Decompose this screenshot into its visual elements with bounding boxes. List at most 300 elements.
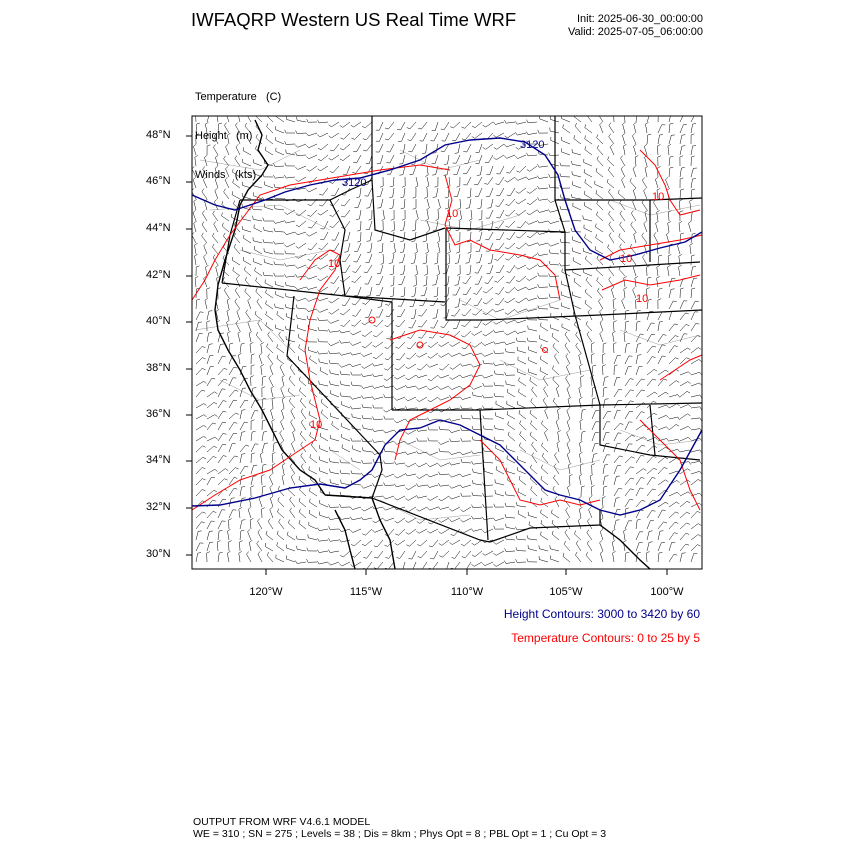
wind-barb <box>554 453 559 464</box>
lat-label: 32°N <box>146 501 171 513</box>
wind-barb <box>506 276 515 283</box>
temperature-label: 10 <box>620 253 633 265</box>
wind-barb <box>669 113 675 122</box>
wind-barb <box>539 545 548 551</box>
wind-barb <box>494 382 504 386</box>
wind-barb <box>295 561 306 564</box>
wind-barb <box>251 444 258 452</box>
wind-barb <box>331 243 339 251</box>
wind-barb <box>468 243 471 253</box>
wind-barb <box>581 486 585 496</box>
wind-barb <box>207 321 210 331</box>
wind-barb <box>394 419 405 423</box>
wind-barb <box>258 529 262 540</box>
wind-barb <box>281 419 285 430</box>
wind-barb <box>666 177 670 188</box>
wind-barb <box>362 447 372 452</box>
wind-barb <box>329 309 339 314</box>
wind-barb <box>515 121 526 124</box>
wind-barb <box>217 541 220 552</box>
wind-barb <box>306 133 317 136</box>
wind-barb <box>691 553 697 562</box>
wind-barb <box>377 265 383 274</box>
wind-barb <box>636 455 644 463</box>
wind-barb <box>306 188 317 192</box>
wind-barb <box>527 166 537 171</box>
wind-barb <box>460 518 471 522</box>
wind-barb <box>432 276 438 285</box>
wind-barb <box>284 243 295 247</box>
wind-barb <box>408 133 416 141</box>
wind-barb <box>416 463 427 467</box>
wind-barb <box>579 353 582 364</box>
wind-barb <box>276 126 284 133</box>
wind-barb <box>391 221 394 231</box>
wind-barb <box>625 457 635 463</box>
wind-barb <box>433 309 438 318</box>
wind-barb <box>234 233 240 243</box>
wind-barb <box>439 364 449 370</box>
wind-barb <box>437 265 440 276</box>
wind-barb <box>277 531 284 540</box>
wind-barb <box>614 466 621 474</box>
wind-barb <box>394 496 405 500</box>
wind-barb <box>690 243 693 254</box>
wind-barb <box>340 393 350 397</box>
wind-barb <box>506 221 516 227</box>
wind-barb <box>439 426 449 430</box>
wind-barb <box>416 451 427 454</box>
wind-barb <box>680 178 683 188</box>
wind-barb <box>218 499 226 507</box>
wind-barb <box>625 411 633 419</box>
wind-barb <box>415 265 418 276</box>
wind-barb <box>527 276 538 281</box>
wind-barb <box>505 298 515 303</box>
wind-barb <box>284 232 295 235</box>
wind-barb <box>483 287 493 293</box>
wind-barb <box>229 413 239 419</box>
wind-barb <box>658 134 663 144</box>
wind-barb <box>372 439 383 442</box>
wind-barb <box>385 133 394 140</box>
lat-label: 44°N <box>146 222 171 234</box>
wind-barb <box>222 223 229 232</box>
wind-barb <box>406 507 416 512</box>
wind-barb <box>352 458 361 463</box>
wind-barb <box>647 346 656 353</box>
wind-barb <box>285 130 295 133</box>
wind-barb <box>341 210 350 217</box>
wind-barb <box>579 507 582 518</box>
wind-barb <box>317 309 328 312</box>
wind-barb <box>207 378 215 386</box>
wind-barb <box>342 434 350 441</box>
wind-barb <box>575 552 581 562</box>
wind-barb <box>691 156 695 166</box>
wind-barb <box>320 367 328 375</box>
wind-barb <box>207 367 214 375</box>
wind-barb <box>425 166 428 177</box>
wind-barb <box>567 441 570 452</box>
wind-barb <box>232 257 240 265</box>
wind-barb <box>306 298 317 301</box>
wind-barb <box>631 222 636 232</box>
wind-barb <box>483 406 494 409</box>
wind-barb <box>340 122 350 127</box>
wind-barb <box>300 487 307 496</box>
wind-barb <box>572 161 582 166</box>
wind-barb <box>656 221 659 232</box>
wind-barb <box>217 111 220 122</box>
wind-barb <box>493 341 504 344</box>
wind-barb <box>587 112 593 122</box>
wind-barb <box>429 540 438 547</box>
wind-barb <box>550 304 559 309</box>
wind-barb <box>395 518 405 523</box>
wind-barb <box>384 461 395 464</box>
temperature-contour-legend: Temperature Contours: 0 to 25 by 5 <box>511 631 700 645</box>
wind-barb <box>614 377 620 386</box>
wind-barb <box>647 277 651 287</box>
wind-barb <box>218 422 226 430</box>
wind-barb <box>614 423 623 430</box>
wind-barb <box>438 397 449 400</box>
wind-barb <box>658 345 666 353</box>
wind-barb <box>218 368 227 375</box>
wind-barb <box>386 144 394 152</box>
wind-barb <box>236 144 240 155</box>
wind-barb <box>625 310 629 320</box>
wind-barb <box>449 507 460 511</box>
wind-barb <box>331 188 339 196</box>
wind-barb <box>224 189 229 199</box>
wind-barb <box>332 232 339 240</box>
wind-barb <box>405 441 416 444</box>
wind-barb <box>248 529 251 540</box>
wind-barb <box>613 551 616 562</box>
wind-barb <box>437 243 440 254</box>
wind-barb <box>196 512 206 518</box>
wind-barb <box>361 485 372 488</box>
wind-barb <box>398 276 405 284</box>
wind-barb <box>691 312 698 320</box>
wind-barb <box>317 298 328 301</box>
wind-barb <box>603 422 610 430</box>
wind-barb <box>585 146 592 155</box>
wind-barb <box>202 211 207 222</box>
wind-barb <box>245 288 251 298</box>
wind-barb <box>518 401 526 408</box>
wind-barb <box>218 344 224 353</box>
wind-barb <box>505 254 515 260</box>
wind-barb <box>394 474 405 478</box>
wind-barb <box>207 288 210 298</box>
wind-barb <box>543 376 548 386</box>
wind-barb <box>266 311 273 320</box>
wind-barb <box>518 456 526 463</box>
wind-barb <box>434 287 438 297</box>
wind-barb <box>571 194 581 199</box>
wind-barb <box>507 188 515 196</box>
wind-barb <box>258 320 262 331</box>
wind-barb <box>460 474 471 477</box>
wind-barb <box>614 433 621 441</box>
wind-barb <box>307 316 317 320</box>
wind-barb <box>281 386 284 397</box>
wind-barb <box>240 466 248 474</box>
wind-barb <box>691 114 699 122</box>
wind-barb <box>552 531 559 540</box>
wind-barb <box>213 211 218 221</box>
wind-barb <box>566 508 570 519</box>
wind-barb <box>328 538 339 541</box>
wind-barb <box>528 369 537 375</box>
wind-barb <box>389 254 394 264</box>
wind-barb <box>376 276 383 284</box>
wind-barb <box>493 122 504 125</box>
wind-barb <box>540 335 548 342</box>
wind-barb <box>427 529 438 533</box>
wind-barb <box>301 420 306 430</box>
temperature-label: 10 <box>310 419 323 431</box>
wind-barb <box>406 518 417 523</box>
wind-barb <box>482 375 493 378</box>
wind-barb <box>691 535 701 541</box>
wind-barb <box>317 265 328 269</box>
wind-barb <box>277 114 284 123</box>
wind-barb <box>353 265 362 272</box>
wind-barb <box>691 372 702 375</box>
wind-barb <box>350 396 361 399</box>
wind-barb <box>680 334 687 342</box>
wind-barb <box>449 452 460 455</box>
wind-barb <box>516 232 526 238</box>
wind-barb <box>357 232 361 242</box>
wind-barb <box>427 507 438 510</box>
wind-barb <box>581 431 586 441</box>
wind-barb <box>625 478 634 485</box>
wind-barb <box>271 386 274 397</box>
wind-barb <box>515 331 526 334</box>
wind-barb <box>456 221 460 231</box>
wind-barb <box>527 232 537 238</box>
wind-barb <box>272 397 275 408</box>
wind-barb <box>237 309 240 320</box>
wind-barb <box>196 312 204 320</box>
wind-barb <box>218 479 228 485</box>
wind-barb <box>680 544 689 551</box>
wind-barb <box>227 551 230 562</box>
wind-barb <box>319 359 328 365</box>
wind-barb <box>372 494 383 497</box>
wind-barb <box>288 520 295 529</box>
wind-barb <box>433 221 438 231</box>
wind-barb <box>373 353 383 359</box>
wind-barb <box>460 452 471 455</box>
wind-barb <box>600 529 603 540</box>
wind-barb <box>484 468 493 474</box>
wind-barb <box>400 243 405 253</box>
wind-barb <box>691 418 702 421</box>
wind-barb <box>644 221 647 232</box>
wind-barb <box>192 166 196 177</box>
wind-barb <box>552 510 560 518</box>
wind-barb <box>669 336 679 343</box>
wind-barb <box>373 342 383 347</box>
wind-barb <box>296 536 306 540</box>
wind-barb <box>680 426 691 430</box>
wind-barb <box>527 210 537 215</box>
wind-barb <box>669 458 679 463</box>
wind-barb <box>363 562 372 569</box>
wind-barb <box>669 492 680 496</box>
wind-barb <box>460 397 471 400</box>
wind-barb <box>516 547 526 551</box>
wind-barb <box>592 444 599 453</box>
wind-barb <box>352 414 361 420</box>
wind-barb <box>544 387 549 398</box>
wind-barb <box>496 466 504 474</box>
wind-barb <box>418 122 427 129</box>
wind-barb <box>488 254 493 264</box>
wind-barb <box>295 232 306 235</box>
wind-barb <box>307 210 317 216</box>
wind-barb <box>418 551 427 558</box>
wind-barb <box>308 347 317 353</box>
wind-barb <box>636 344 641 354</box>
wind-barb <box>425 243 428 254</box>
wind-barb <box>376 144 383 152</box>
wind-barb <box>563 124 570 133</box>
wind-barb <box>657 276 660 287</box>
wind-barb <box>549 261 559 265</box>
wind-barb <box>262 387 265 397</box>
wind-barb <box>528 326 537 331</box>
wind-barb <box>396 353 405 360</box>
wind-barb <box>361 507 372 511</box>
wind-barb <box>611 287 614 298</box>
wind-barb <box>218 401 227 408</box>
wind-barb <box>680 114 687 122</box>
wind-barb <box>279 332 284 342</box>
wind-barb <box>482 551 493 555</box>
wind-barb <box>340 551 350 557</box>
wind-barb <box>567 408 570 419</box>
wind-barb <box>366 199 372 208</box>
wind-barb <box>472 540 482 545</box>
wind-barb <box>507 265 516 272</box>
wind-barb <box>669 156 673 166</box>
wind-barb <box>203 166 207 177</box>
wind-barb <box>418 309 427 316</box>
wind-barb <box>658 392 668 397</box>
wind-barb <box>240 432 245 441</box>
wind-barb <box>377 232 383 241</box>
wind-barb <box>462 309 471 316</box>
wind-barb <box>464 155 471 164</box>
wind-barb <box>320 500 328 507</box>
wind-barb <box>691 479 701 485</box>
wind-barb <box>608 245 614 255</box>
wind-barb <box>483 298 493 304</box>
wind-barb <box>267 124 273 134</box>
wind-barb <box>483 416 493 420</box>
wind-barb <box>228 331 231 342</box>
wind-barb <box>592 422 599 430</box>
wind-barb <box>691 348 701 354</box>
wind-barb <box>526 221 537 224</box>
wind-barb <box>330 479 339 485</box>
wind-barb <box>350 529 361 533</box>
wind-barb <box>363 425 372 430</box>
wind-barb <box>297 117 307 122</box>
wind-barb <box>268 519 273 529</box>
wind-barb <box>427 386 438 390</box>
wind-barb <box>330 144 339 151</box>
wind-barb <box>580 364 583 375</box>
wind-barb <box>286 150 295 155</box>
wind-barb <box>564 541 570 551</box>
wind-barb <box>530 432 537 441</box>
wind-barb <box>405 430 416 434</box>
wind-barb <box>647 266 650 276</box>
wind-barb <box>329 458 339 463</box>
wind-barb <box>455 276 461 285</box>
wind-barb <box>235 156 240 166</box>
wind-barb <box>625 422 632 430</box>
wind-barb <box>531 421 538 431</box>
wind-barb <box>207 456 216 463</box>
wind-barb <box>516 559 526 562</box>
wind-barb <box>374 562 383 569</box>
wind-barb <box>229 444 236 453</box>
wind-barb <box>519 476 526 485</box>
wind-barb <box>691 407 702 410</box>
wind-barb <box>485 276 493 284</box>
wind-barb <box>362 364 373 369</box>
wind-barb <box>680 313 689 320</box>
wind-barb <box>583 215 592 221</box>
wind-barb <box>342 298 350 306</box>
wind-barb <box>449 474 460 477</box>
wind-barb <box>282 397 285 408</box>
wind-barb <box>439 496 449 501</box>
lat-label: 34°N <box>146 454 171 466</box>
wind-barb <box>560 173 570 177</box>
wind-barb <box>253 216 262 221</box>
wind-barb <box>669 404 680 408</box>
wind-barb <box>261 342 264 353</box>
wind-barb <box>330 221 339 228</box>
wind-barb <box>669 278 675 287</box>
wind-barb <box>680 125 687 133</box>
wind-barb <box>557 441 560 452</box>
wind-barb <box>215 177 218 188</box>
wind-barb <box>451 309 460 316</box>
wind-barb <box>215 166 218 177</box>
lon-label: 120°W <box>249 586 283 598</box>
wind-barb <box>419 298 427 306</box>
wind-barb <box>284 175 295 178</box>
wind-barb <box>538 130 548 133</box>
wind-barb <box>212 244 218 254</box>
wind-barb <box>238 331 241 342</box>
wind-barb <box>291 419 295 430</box>
wind-barb <box>248 298 251 309</box>
temperature-contour-labels <box>310 191 664 431</box>
wind-barb <box>385 540 395 546</box>
